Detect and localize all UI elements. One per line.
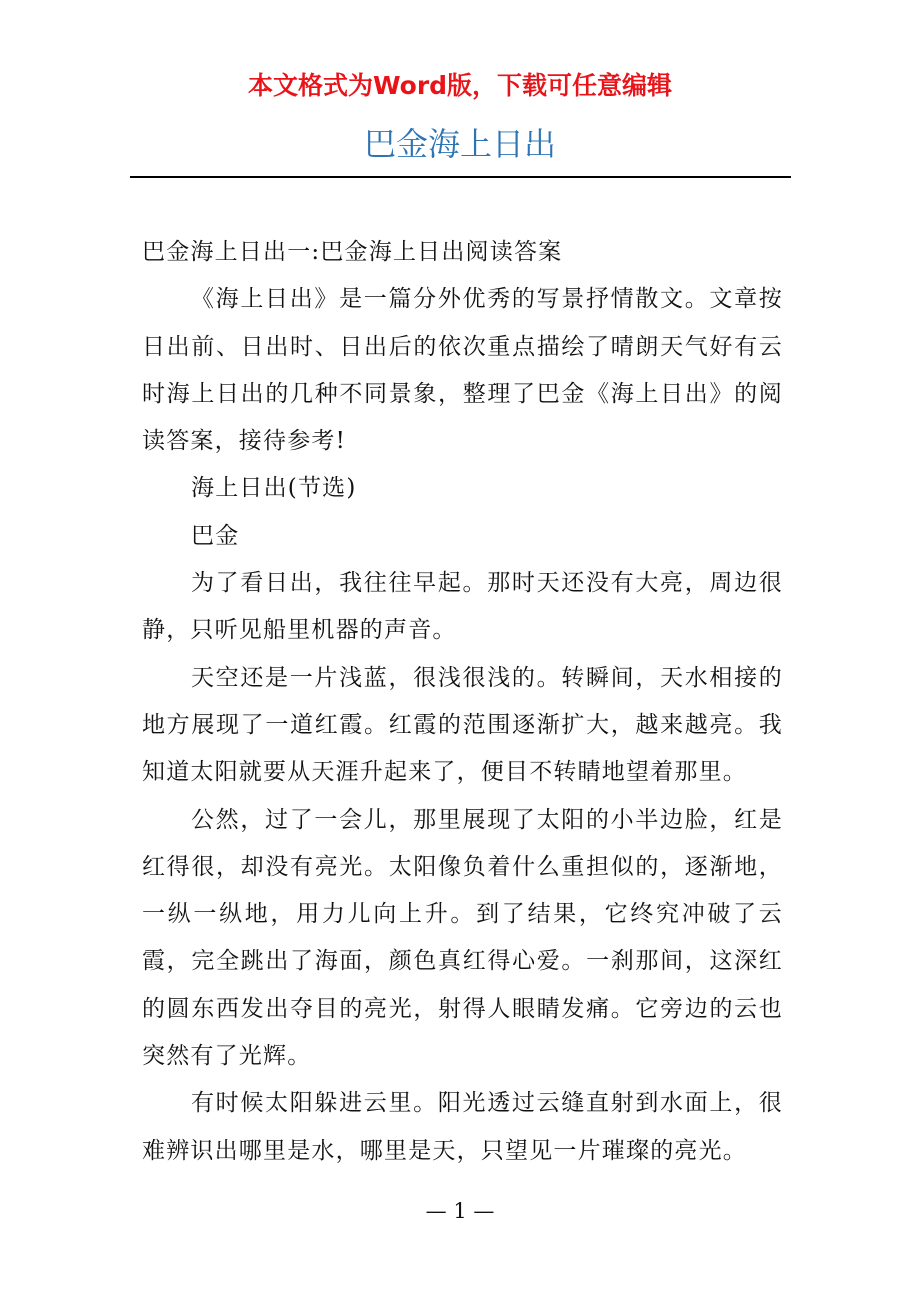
body-paragraph: 公然，过了一会儿，那里展现了太阳的小半边脸，红是红得很，却没有亮光。太阳像负着什么重担似的，逐渐地，一纵一纵地，用力儿向上升。到了结果，它终究冲破了云霞，完全跳出了海面，颜色真红得心爱。一刹那间，这深红的圆东西发出夺目的亮光，射得人眼睛发痛。它旁边的云也突然有了光辉。 <box>142 806 783 1070</box>
intro-paragraph: 《海上日出》是一篇分外优秀的写景抒情散文。文章按日出前、日出时、日出后的依次重点描绘了晴朗天气好有云时海上日出的几种不同景象，整理了巴金《海上日出》的阅读答案，接待参考! <box>142 286 783 455</box>
body-paragraph: 为了看日出，我往往早起。那时天还没有大亮，周边很静，只听见船里机器的声音。 <box>142 570 783 644</box>
body-paragraph: 天空还是一片浅蓝，很浅很浅的。转瞬间，天水相接的地方展现了一道红霞。红霞的范围逐渐扩大，越来越亮。我知道太阳就要从天涯升起来了，便目不转睛地望着那里。 <box>142 664 783 786</box>
document-title: 巴金海上日出 <box>363 125 556 163</box>
page-number: — 1 — <box>425 1199 495 1223</box>
title-divider <box>130 176 791 178</box>
body-paragraph: 有时候太阳躲进云里。阳光透过云缝直射到水面上，很难辨识出哪里是水，哪里是天，只望见一片璀璨的亮光。 <box>142 1090 783 1164</box>
article-body <box>142 229 783 1175</box>
excerpt-title: 海上日出(节选) <box>191 475 357 502</box>
format-notice: 本文格式为Word版，下载可任意编辑 <box>247 71 673 100</box>
article-heading: 巴金海上日出一:巴金海上日出阅读答案 <box>142 239 563 265</box>
excerpt-author: 巴金 <box>191 522 240 549</box>
